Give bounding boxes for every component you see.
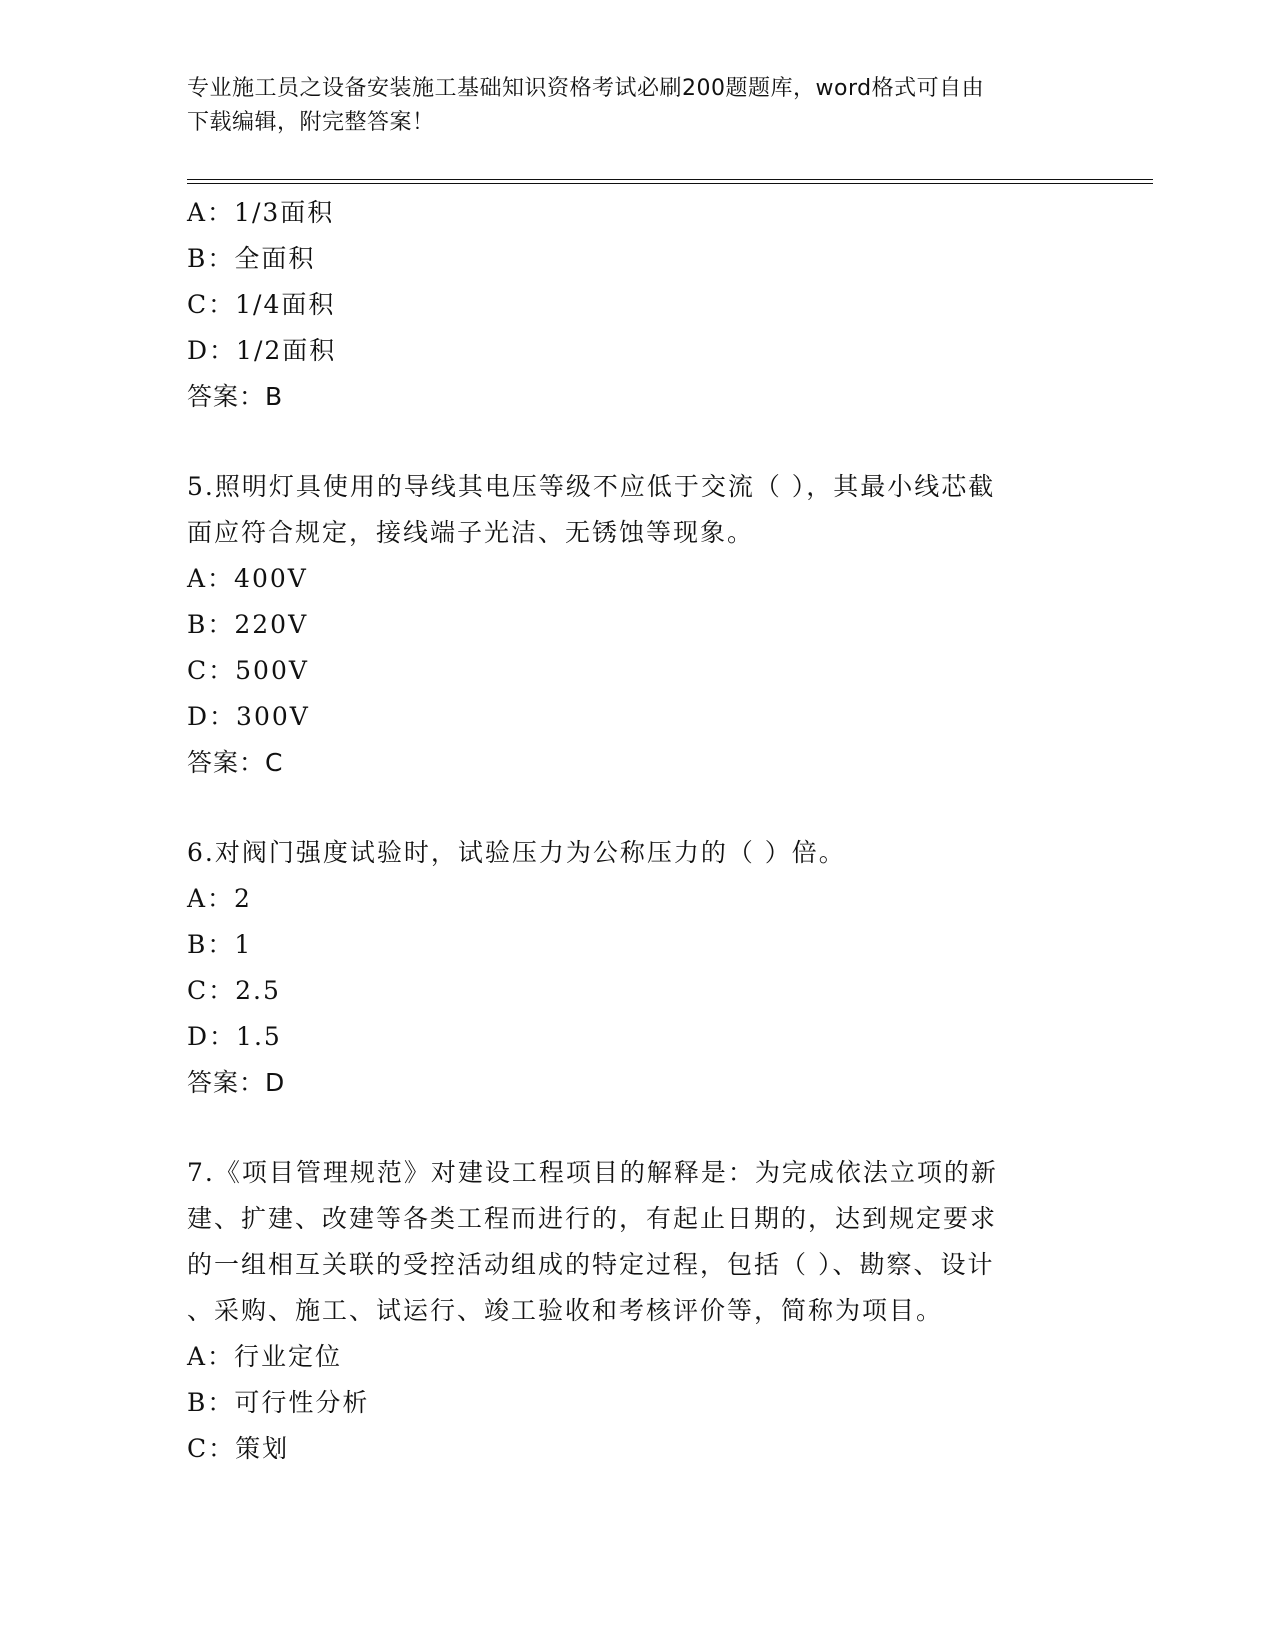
question-stem-line: 面应符合规定，接线端子光洁、无锈蚀等现象。 [187,518,755,547]
question-stem-line: 的一组相互关联的受控活动组成的特定过程，包括（ ）、勘察、设计 [187,1250,995,1279]
question-5 [187,464,1087,786]
answer-label: 答案：C [187,748,284,777]
header-line-2: 下载编辑，附完整答案！ [187,110,435,135]
option-a: A：1/3面积 [187,198,335,227]
option-b: B：全面积 [187,244,316,273]
header-divider-bottom [187,183,1153,184]
option-b: B：1 [187,930,253,959]
header-divider-top [187,179,1153,180]
option-c: C：策划 [187,1434,290,1463]
answer-label: 答案：D [187,1068,286,1097]
question-stem-line: 6.对阀门强度试验时，试验压力为公称压力的（ ）倍。 [187,838,846,867]
option-a: A：行业定位 [187,1342,343,1371]
question-stem-line: 建、扩建、改建等各类工程而进行的，有起止日期的，达到规定要求 [187,1204,998,1233]
spacer [187,420,1087,464]
option-b: B：220V [187,610,309,639]
header-line-1: 专业施工员之设备安装施工基础知识资格考试必刷200题题库，word格式可自由 [187,76,985,101]
question-6 [187,830,1087,1106]
question-4-options [187,190,1087,420]
option-d: D：300V [187,702,310,731]
question-list [187,190,1087,1472]
spacer [187,786,1087,830]
question-7 [187,1150,1087,1472]
document-header [187,72,1067,140]
answer-label: 答案：B [187,382,284,411]
question-stem-line: 5.照明灯具使用的导线其电压等级不应低于交流（ ），其最小线芯截 [187,472,996,501]
option-a: A：400V [187,564,308,593]
option-c: C：500V [187,656,309,685]
spacer [187,1106,1087,1150]
question-stem-line: 7.《项目管理规范》对建设工程项目的解释是：为完成依法立项的新 [187,1158,998,1187]
option-a: A：2 [187,884,252,913]
question-stem-line: 、采购、施工、试运行、竣工验收和考核评价等，简称为项目。 [187,1296,944,1325]
option-d: D：1.5 [187,1022,282,1051]
option-d: D：1/2面积 [187,336,337,365]
option-c: C：2.5 [187,976,281,1005]
option-b: B：可行性分析 [187,1388,370,1417]
option-c: C：1/4面积 [187,290,336,319]
